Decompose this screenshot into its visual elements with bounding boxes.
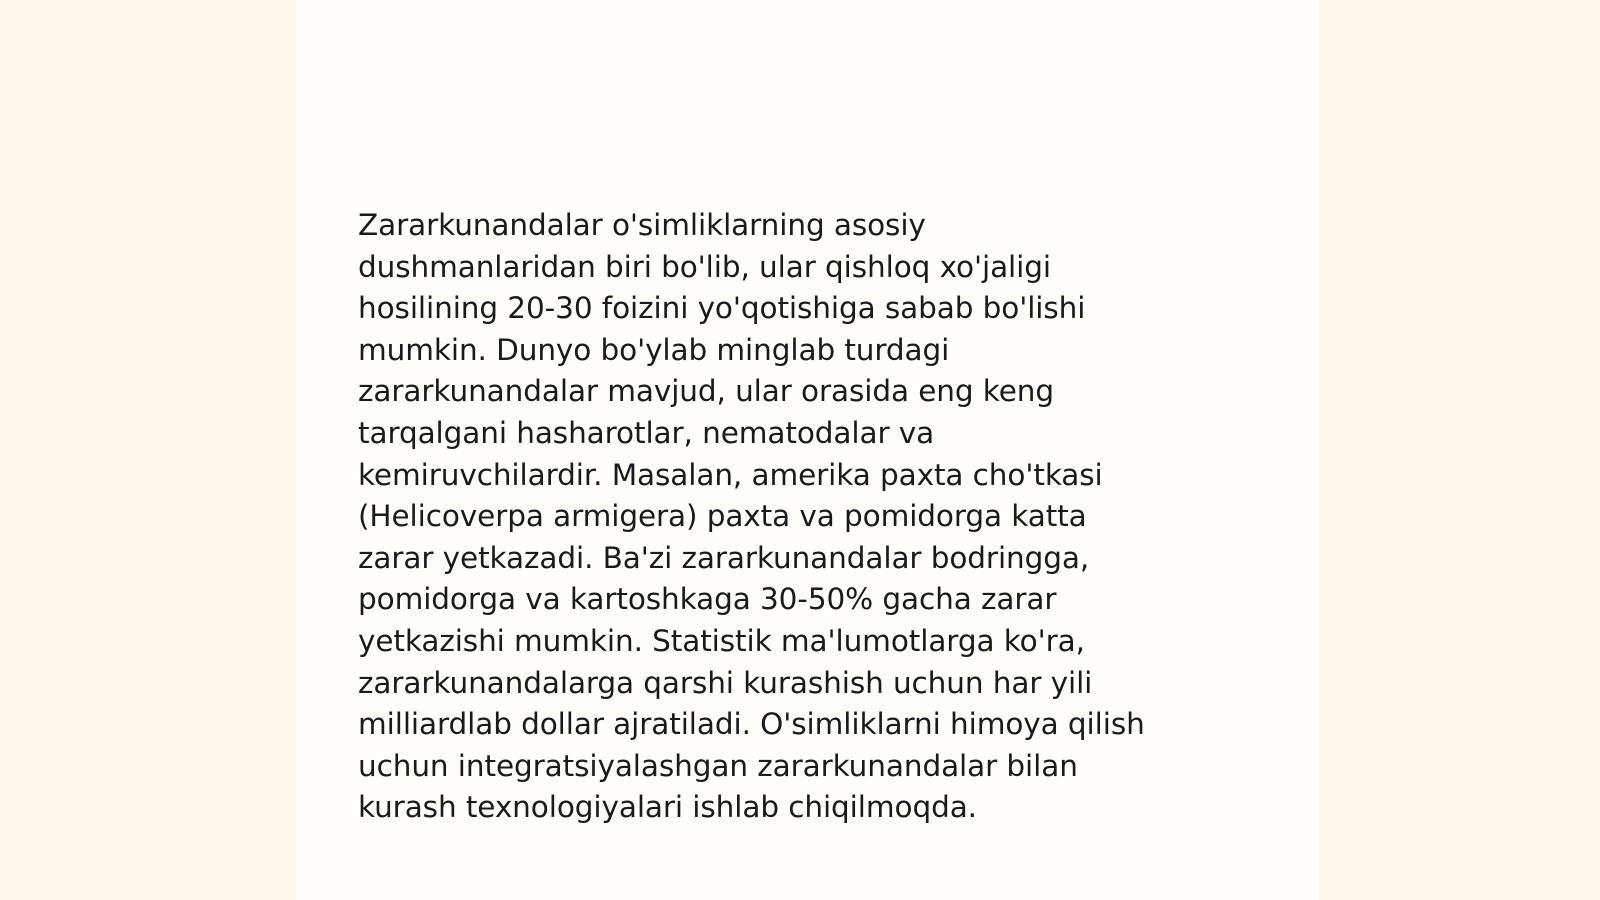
paragraph-line: pomidorga va kartoshkaga 30-50% gacha zarar [358, 582, 1057, 617]
paragraph-line: zararkunandalarga qarshi kurashish uchun har yili [358, 665, 1093, 700]
paragraph-line: Zararkunandalar o'simliklarning asosiy [358, 208, 926, 242]
paragraph-line: hosilining 20-30 foizini yo'qotishiga sabab bo'lishi [358, 291, 1086, 326]
paragraph-line: dushmanlaridan biri bo'lib, ular qishloq xo'jaligi [358, 249, 1051, 284]
paragraph-line: zararkunandalar mavjud, ular orasida eng keng [358, 374, 1054, 409]
paragraph-line: yetkazishi mumkin. Statistik ma'lumotlarga ko'ra, [358, 623, 1085, 658]
paragraph-line: tarqalgani hasharotlar, nematodalar va [358, 415, 935, 450]
paragraph-line: kurash texnologiyalari ishlab chiqilmoqda. [358, 790, 977, 825]
paragraph-line: mumkin. Dunyo bo'ylab minglab turdagi [358, 332, 950, 367]
paragraph-line: kemiruvchilardir. Masalan, amerika paxta cho'tkasi [358, 457, 1103, 492]
paragraph-line: milliardlab dollar ajratiladi. O'simliklarni himoya qilish [358, 707, 1145, 742]
body-paragraph [358, 205, 1238, 829]
paragraph-line: zarar yetkazadi. Ba'zi zararkunandalar bodringga, [358, 540, 1090, 575]
paragraph-line: uchun integratsiyalashgan zararkunandalar bilan [358, 748, 1078, 783]
page [296, 0, 1318, 900]
paragraph-line: (Helicoverpa armigera) paxta va pomidorga katta [358, 499, 1087, 534]
